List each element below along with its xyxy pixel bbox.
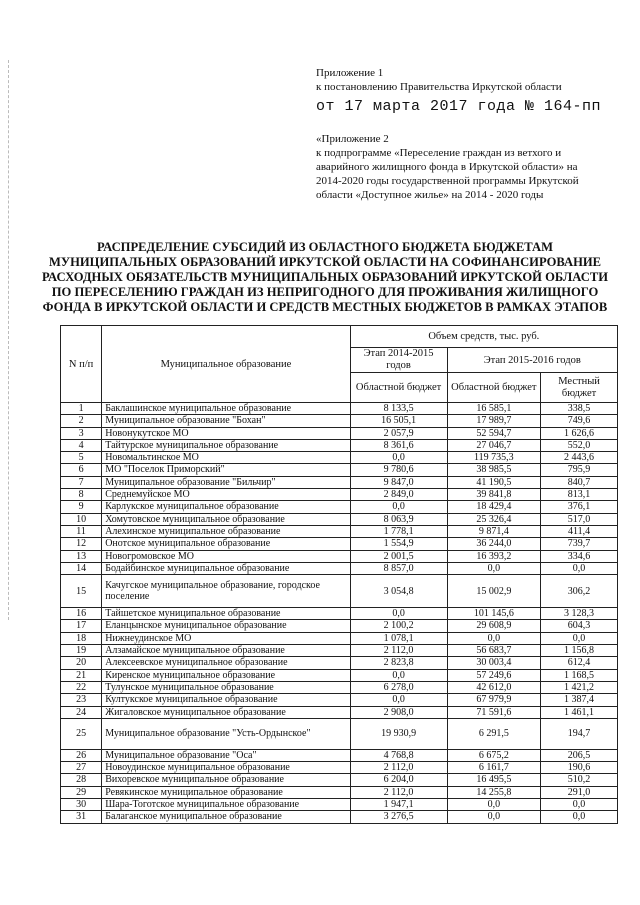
table-row [61, 669, 618, 681]
row-stage1-regional: 2 112,0 [350, 645, 447, 657]
appendix1-block [316, 66, 616, 94]
row-number: 5 [61, 452, 102, 464]
row-stage2-regional: 9 871,4 [447, 525, 541, 537]
row-number: 17 [61, 620, 102, 632]
table-row [61, 415, 618, 427]
row-stage1-regional: 2 001,5 [350, 550, 447, 562]
row-stage2-regional: 6 675,2 [447, 749, 541, 761]
row-stage1-regional: 8 361,6 [350, 439, 447, 451]
row-stage2-local: 2 443,6 [541, 452, 618, 464]
row-stage1-regional: 2 849,0 [350, 489, 447, 501]
row-stage1-regional: 1 078,1 [350, 632, 447, 644]
row-municipality: Алехинское муниципальное образование [102, 525, 350, 537]
row-stage2-regional: 29 608,9 [447, 620, 541, 632]
document-title: РАСПРЕДЕЛЕНИЕ СУБСИДИЙ ИЗ ОБЛАСТНОГО БЮДЖЕТА БЮДЖЕТАМ МУНИЦИПАЛЬНЫХ ОБРАЗОВАНИЙ ИРКУТСКОЙ ОБЛАСТИ НА СОФИНАНСИРОВАНИЕ РАСХОДНЫХ ОБЯЗАТЕЛЬСТВ МУНИЦИПАЛЬНЫХ ОБРАЗОВАНИЙ ИРКУТСКОЙ ОБЛАСТИ ПО ПЕРЕСЕЛЕНИЮ ГРАЖДАН ИЗ НЕПРИГОДНОГО ДЛЯ ПРОЖИВАНИЯ ЖИЛИЩНОГО ФОНДА В ИРКУТСКОЙ ОБЛАСТИ И СРЕДСТВ МЕСТНЫХ БЮДЖЕТОВ В РАМКАХ ЭТАПОВ [41, 240, 609, 314]
table-row [61, 681, 618, 693]
row-stage1-regional: 8 133,5 [350, 403, 447, 415]
row-stage2-local: 795,9 [541, 464, 618, 476]
row-stage2-regional: 57 249,6 [447, 669, 541, 681]
row-number: 21 [61, 669, 102, 681]
row-stage1-regional: 0,0 [350, 501, 447, 513]
row-stage2-local: 0,0 [541, 632, 618, 644]
page-edge-line [8, 60, 10, 620]
row-number: 8 [61, 489, 102, 501]
row-stage2-regional: 0,0 [447, 799, 541, 811]
row-municipality: Бодайбинское муниципальное образование [102, 562, 350, 574]
table-body [61, 403, 618, 824]
row-stage1-regional: 8 857,0 [350, 562, 447, 574]
row-municipality: Балаганское муниципальное образование [102, 811, 350, 823]
row-stage1-regional: 3 276,5 [350, 811, 447, 823]
row-stage2-local: 376,1 [541, 501, 618, 513]
row-stage2-local: 1 626,6 [541, 427, 618, 439]
table-row [61, 464, 618, 476]
row-stage2-local: 517,0 [541, 513, 618, 525]
row-municipality: Жигаловское муниципальное образование [102, 706, 350, 718]
row-stage2-local: 3 128,3 [541, 608, 618, 620]
row-stage2-regional: 42 612,0 [447, 681, 541, 693]
row-number: 18 [61, 632, 102, 644]
row-stage2-regional: 16 393,2 [447, 550, 541, 562]
table-row [61, 608, 618, 620]
table-row [61, 786, 618, 798]
row-stage1-regional: 2 908,0 [350, 706, 447, 718]
row-stage2-local: 612,4 [541, 657, 618, 669]
row-number: 27 [61, 762, 102, 774]
row-number: 23 [61, 694, 102, 706]
row-number: 22 [61, 681, 102, 693]
row-stage1-regional: 1 554,9 [350, 538, 447, 550]
table-row [61, 762, 618, 774]
appendix1-ref: к постановлению Правительства Иркутской области [316, 81, 562, 93]
row-number: 13 [61, 550, 102, 562]
col-mo-header: Муниципальное образование [102, 326, 350, 403]
row-stage2-regional: 38 985,5 [447, 464, 541, 476]
row-stage1-regional: 6 278,0 [350, 681, 447, 693]
row-stage2-regional: 39 841,8 [447, 489, 541, 501]
table-row [61, 550, 618, 562]
row-stage2-regional: 119 735,3 [447, 452, 541, 464]
row-stage2-local: 1 421,2 [541, 681, 618, 693]
row-stage1-regional: 0,0 [350, 452, 447, 464]
row-municipality: Нижнеудинское МО [102, 632, 350, 644]
row-stage1-regional: 2 057,9 [350, 427, 447, 439]
table-row [61, 575, 618, 608]
row-number: 20 [61, 657, 102, 669]
row-stage1-regional: 3 054,8 [350, 575, 447, 608]
table-row [61, 645, 618, 657]
row-stage1-regional: 19 930,9 [350, 718, 447, 749]
row-stage2-regional: 36 244,0 [447, 538, 541, 550]
row-municipality: Баклашинское муниципальное образование [102, 403, 350, 415]
row-stage2-regional: 52 594,7 [447, 427, 541, 439]
row-number: 25 [61, 718, 102, 749]
row-stage2-local: 749,6 [541, 415, 618, 427]
table-row [61, 632, 618, 644]
row-stage2-regional: 71 591,6 [447, 706, 541, 718]
row-stage2-regional: 0,0 [447, 632, 541, 644]
row-municipality: Муниципальное образование "Бохан" [102, 415, 350, 427]
row-stage2-local: 190,6 [541, 762, 618, 774]
row-number: 19 [61, 645, 102, 657]
row-stage2-local: 1 461,1 [541, 706, 618, 718]
row-number: 16 [61, 608, 102, 620]
row-stage2-local: 510,2 [541, 774, 618, 786]
row-stage1-regional: 0,0 [350, 608, 447, 620]
table-row [61, 749, 618, 761]
row-number: 14 [61, 562, 102, 574]
row-stage1-regional: 16 505,1 [350, 415, 447, 427]
row-municipality: Тайтурское муниципальное образование [102, 439, 350, 451]
row-number: 28 [61, 774, 102, 786]
row-municipality: Тулунское муниципальное образование [102, 681, 350, 693]
row-stage1-regional: 4 768,8 [350, 749, 447, 761]
row-stage2-regional: 17 989,7 [447, 415, 541, 427]
row-stage2-local: 206,5 [541, 749, 618, 761]
row-stage2-regional: 14 255,8 [447, 786, 541, 798]
row-municipality: Ревякинское муниципальное образование [102, 786, 350, 798]
row-number: 11 [61, 525, 102, 537]
row-municipality: Карлукское муниципальное образование [102, 501, 350, 513]
row-number: 30 [61, 799, 102, 811]
table-row [61, 562, 618, 574]
table-row [61, 439, 618, 451]
regional-budget-header: Областной бюджет [350, 373, 447, 403]
row-stage1-regional: 8 063,9 [350, 513, 447, 525]
row-stage2-regional: 41 190,5 [447, 476, 541, 488]
row-municipality: Вихоревское муниципальное образование [102, 774, 350, 786]
row-stage1-regional: 1 947,1 [350, 799, 447, 811]
row-municipality: Среднемуйское МО [102, 489, 350, 501]
row-number: 24 [61, 706, 102, 718]
row-stage1-regional: 2 823,8 [350, 657, 447, 669]
row-stage2-local: 0,0 [541, 562, 618, 574]
row-municipality: Муниципальное образование "Бильчир" [102, 476, 350, 488]
row-municipality: Новомальтинское МО [102, 452, 350, 464]
table-row [61, 706, 618, 718]
row-stage1-regional: 2 112,0 [350, 786, 447, 798]
decree-stamp: от 17 марта 2017 года № 164-пп [316, 98, 602, 115]
row-stage2-local: 306,2 [541, 575, 618, 608]
table-row [61, 525, 618, 537]
row-stage2-regional: 101 145,6 [447, 608, 541, 620]
table-row [61, 489, 618, 501]
row-stage1-regional: 2 100,2 [350, 620, 447, 632]
row-stage2-local: 291,0 [541, 786, 618, 798]
row-municipality: Новоудинское муниципальное образование [102, 762, 350, 774]
row-municipality: МО "Поселок Приморский" [102, 464, 350, 476]
row-municipality: Алзамайское муниципальное образование [102, 645, 350, 657]
row-number: 15 [61, 575, 102, 608]
row-municipality: Качугское муниципальное образование, городское поселение [102, 575, 350, 608]
subsidy-table [60, 325, 618, 824]
table-row [61, 476, 618, 488]
appendix2-ref: к подпрограмме «Переселение граждан из ветхого и аварийного жилищного фонда в Иркутской области» на 2014-2020 годы государственной программы Иркутской области «Доступное жилье» на 2014 - 2020 годы [316, 147, 579, 201]
appendix2-label: «Приложение 2 [316, 133, 389, 145]
row-stage2-local: 552,0 [541, 439, 618, 451]
table-row [61, 538, 618, 550]
row-stage1-regional: 0,0 [350, 694, 447, 706]
row-number: 2 [61, 415, 102, 427]
table-row [61, 403, 618, 415]
table-row [61, 513, 618, 525]
row-stage2-local: 0,0 [541, 799, 618, 811]
row-municipality: Алексеевское муниципальное образование [102, 657, 350, 669]
table-row [61, 427, 618, 439]
row-number: 7 [61, 476, 102, 488]
row-number: 9 [61, 501, 102, 513]
row-number: 29 [61, 786, 102, 798]
row-stage2-regional: 0,0 [447, 562, 541, 574]
row-stage2-local: 0,0 [541, 811, 618, 823]
row-municipality: Онотское муниципальное образование [102, 538, 350, 550]
row-stage1-regional: 0,0 [350, 669, 447, 681]
row-number: 31 [61, 811, 102, 823]
row-number: 3 [61, 427, 102, 439]
table-row [61, 657, 618, 669]
row-municipality: Тайшетское муниципальное образование [102, 608, 350, 620]
row-stage2-local: 840,7 [541, 476, 618, 488]
row-number: 6 [61, 464, 102, 476]
row-stage2-regional: 16 495,5 [447, 774, 541, 786]
table-row [61, 620, 618, 632]
row-stage2-local: 813,1 [541, 489, 618, 501]
row-stage2-local: 338,5 [541, 403, 618, 415]
row-stage1-regional: 1 778,1 [350, 525, 447, 537]
row-municipality: Еланцынское муниципальное образование [102, 620, 350, 632]
col-num-header: N п/п [61, 326, 102, 403]
appendix1-label: Приложение 1 [316, 67, 384, 79]
row-stage2-local: 739,7 [541, 538, 618, 550]
row-municipality: Муниципальное образование "Оса" [102, 749, 350, 761]
table-row [61, 501, 618, 513]
row-stage2-regional: 0,0 [447, 811, 541, 823]
table-row [61, 799, 618, 811]
row-stage2-local: 334,6 [541, 550, 618, 562]
row-stage1-regional: 6 204,0 [350, 774, 447, 786]
row-stage2-regional: 27 046,7 [447, 439, 541, 451]
row-stage2-regional: 16 585,1 [447, 403, 541, 415]
row-stage2-regional: 18 429,4 [447, 501, 541, 513]
table-row [61, 774, 618, 786]
row-stage2-local: 411,4 [541, 525, 618, 537]
appendix2-block [316, 132, 584, 202]
row-stage1-regional: 9 847,0 [350, 476, 447, 488]
row-stage2-local: 1 168,5 [541, 669, 618, 681]
row-stage2-local: 1 387,4 [541, 694, 618, 706]
row-municipality: Новогромовское МО [102, 550, 350, 562]
row-number: 12 [61, 538, 102, 550]
table-row [61, 452, 618, 464]
row-municipality: Култукское муниципальное образование [102, 694, 350, 706]
table-row [61, 811, 618, 823]
stage2-header: Этап 2015-2016 годов [447, 348, 617, 373]
row-municipality: Новонукутское МО [102, 427, 350, 439]
row-stage2-regional: 25 326,4 [447, 513, 541, 525]
row-number: 1 [61, 403, 102, 415]
row-stage2-local: 1 156,8 [541, 645, 618, 657]
row-stage2-regional: 56 683,7 [447, 645, 541, 657]
table-row [61, 718, 618, 749]
row-stage2-regional: 30 003,4 [447, 657, 541, 669]
row-stage1-regional: 9 780,6 [350, 464, 447, 476]
row-municipality: Шара-Тоготское муниципальное образование [102, 799, 350, 811]
row-municipality: Хомутовское муниципальное образование [102, 513, 350, 525]
regional-budget2-header: Областной бюджет [447, 373, 541, 403]
row-stage2-local: 194,7 [541, 718, 618, 749]
row-stage2-regional: 6 161,7 [447, 762, 541, 774]
stage1-header: Этап 2014-2015 годов [350, 348, 447, 373]
col-volume-header: Объем средств, тыс. руб. [350, 326, 617, 348]
row-number: 4 [61, 439, 102, 451]
table-row [61, 694, 618, 706]
row-stage2-regional: 67 979,9 [447, 694, 541, 706]
row-stage2-regional: 15 002,9 [447, 575, 541, 608]
row-stage1-regional: 2 112,0 [350, 762, 447, 774]
row-municipality: Муниципальное образование "Усть-Ордынское" [102, 718, 350, 749]
row-stage2-regional: 6 291,5 [447, 718, 541, 749]
row-number: 26 [61, 749, 102, 761]
local-budget-header: Местный бюджет [541, 373, 618, 403]
row-number: 10 [61, 513, 102, 525]
row-stage2-local: 604,3 [541, 620, 618, 632]
row-municipality: Киренское муниципальное образование [102, 669, 350, 681]
